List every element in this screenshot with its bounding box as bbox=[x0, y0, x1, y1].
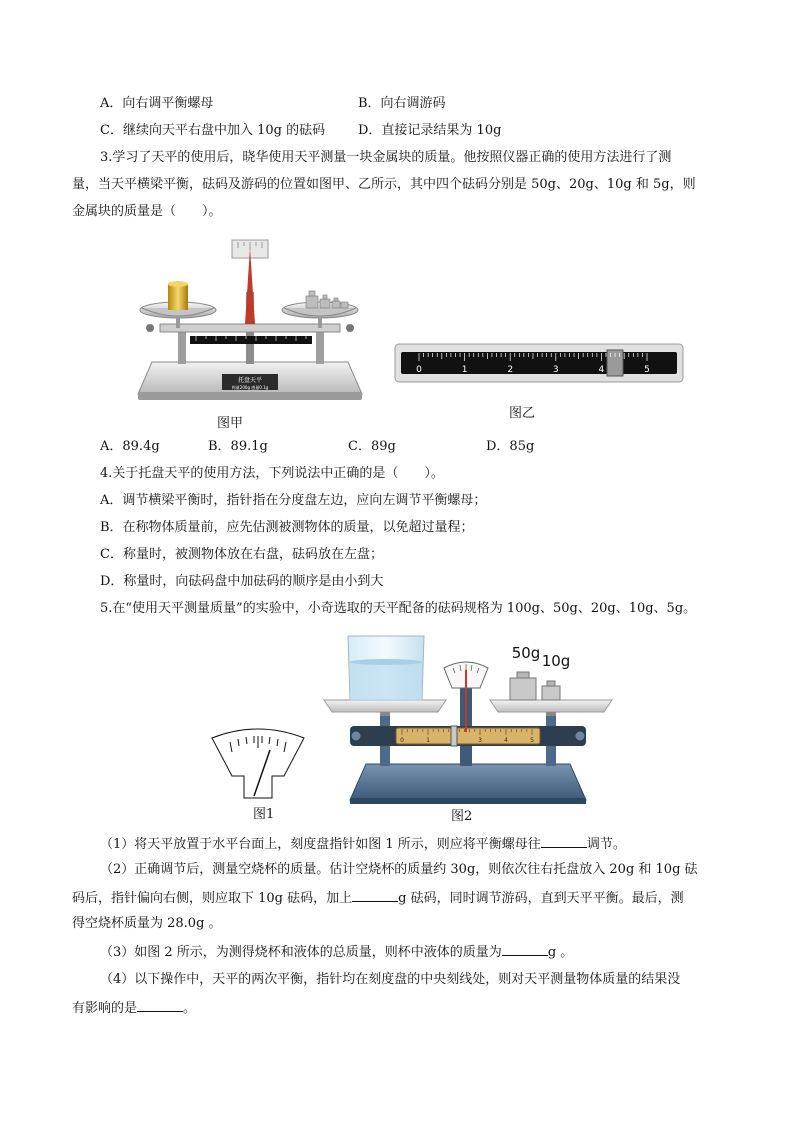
q5-part2-pre: 码后，指针偏向右侧，则应取下 10g 砝码，加上 bbox=[72, 891, 353, 906]
fig-1-caption: 图1 bbox=[253, 807, 275, 822]
q4-option-d: D．称量时，向砝码盘中加砝码的顺序是由小到大 bbox=[100, 574, 384, 589]
answer-blank-1[interactable] bbox=[541, 834, 587, 848]
ruler2-tick-label: 0 bbox=[400, 737, 404, 744]
figure-1-dial bbox=[208, 724, 308, 800]
ruler-tick-label: 4 bbox=[598, 365, 605, 375]
q5-part4-line1: （4）以下操作中，天平的两次平衡，指针均在刻度盘的中央刻线处，则对天平测量物体质量的结果没 bbox=[100, 972, 681, 987]
q2-option-b: B．向右调游码 bbox=[358, 96, 446, 111]
ruler2-tick-label: 5 bbox=[530, 737, 534, 744]
q5-part2-line1: （2）正确调节后，测量空烧杯的质量。估计空烧杯的质量约 30g，则依次往右托盘放入 20g 和 10g 砝 bbox=[100, 862, 698, 877]
fig-jia-caption: 图甲 bbox=[217, 416, 244, 431]
ruler-tick-label: 3 bbox=[552, 365, 559, 375]
q3-option-a: A．89.4g bbox=[100, 439, 160, 454]
ruler2-tick-label: 4 bbox=[504, 737, 508, 744]
ruler-tick-label: 0 bbox=[416, 365, 422, 375]
q2-option-a: A．向右调平衡螺母 bbox=[100, 96, 214, 111]
q4-stem: 4.关于托盘天平的使用方法，下列说法中正确的是（ ）。 bbox=[100, 466, 444, 481]
q3-option-d: D．85g bbox=[486, 439, 535, 454]
ruler2-tick-label: 1 bbox=[426, 737, 430, 744]
q5-part2-post: g 砝码，同时调节游码，直到天平平衡。最后，测 bbox=[398, 891, 684, 906]
fig-2-caption: 图2 bbox=[451, 809, 473, 824]
answer-blank-2[interactable] bbox=[352, 888, 398, 902]
q2-option-c: C．继续向天平右盘中加入 10g 的砝码 bbox=[100, 123, 326, 138]
figure-yi-ruler bbox=[395, 344, 685, 384]
ruler-tick-label: 2 bbox=[507, 365, 514, 375]
q5-part3-pre: （3）如图 2 所示，为测得烧杯和液体的总质量，则杯中液体的质量为 bbox=[100, 945, 502, 960]
q2-option-d: D．直接记录结果为 10g bbox=[358, 123, 502, 138]
answer-blank-4[interactable] bbox=[137, 998, 183, 1012]
ruler-tick-label: 5 bbox=[644, 365, 650, 375]
answer-blank-3[interactable] bbox=[502, 942, 548, 956]
q3-stem-line1: 3.学习了天平的使用后，晓华使用天平测量一块金属块的质量。他按照仪器正确的使用方法进行了测 bbox=[100, 150, 672, 165]
q5-part4-line2 bbox=[72, 998, 196, 1018]
q5-stem: 5.在“使用天平测量质量”的实验中，小奇选取的天平配备的砝码规格为 100g、50g、20g、10g、5g。 bbox=[100, 601, 697, 616]
q5-part1-pre: （1）将天平放置于水平台面上，刻度盘指针如图 1 所示，则应将平衡螺母往 bbox=[100, 837, 541, 852]
balance-pointer bbox=[245, 248, 255, 324]
q5-part2-line3: 得空烧杯质量为 28.0g 。 bbox=[72, 916, 222, 931]
q5-part1 bbox=[100, 834, 626, 854]
q4-option-b: B．在称物体质量前，应先估测被测物体的质量，以免超过量程； bbox=[100, 520, 474, 535]
q5-part1-post: 调节。 bbox=[586, 837, 626, 852]
q5-part4-pre: 有影响的是 bbox=[72, 1001, 138, 1016]
ruler2-tick-label: 3 bbox=[478, 737, 482, 744]
q3-option-b: B．89.1g bbox=[208, 439, 268, 454]
weight-50-label: 50g bbox=[511, 644, 541, 662]
q5-part3 bbox=[100, 942, 573, 962]
q3-stem-line3: 金属块的质量是（ ）。 bbox=[72, 204, 222, 219]
metal-block bbox=[168, 284, 188, 310]
q4-option-a: A．调节横梁平衡时，指针指在分度盘左边，应向左调节平衡螺母； bbox=[100, 493, 487, 508]
fig-yi-caption: 图乙 bbox=[509, 406, 536, 421]
figure-jia-balance bbox=[130, 232, 370, 412]
plate-label-1: 托盘天平 bbox=[237, 377, 263, 384]
plate-label-2: 称量200g 感量0.1g bbox=[231, 385, 269, 390]
rider-2 bbox=[451, 726, 457, 746]
q5-part3-post: g 。 bbox=[547, 945, 574, 960]
q3-stem-line2: 量，当天平横梁平衡，砝码及游码的位置如图甲、乙所示，其中四个砝码分别是 50g、20g、10g 和 5g，则 bbox=[72, 177, 696, 192]
weight-10-label: 10g bbox=[541, 652, 571, 670]
ruler-tick-label: 1 bbox=[461, 365, 468, 375]
q3-option-c: C．89g bbox=[348, 439, 396, 454]
q5-part2-line2 bbox=[72, 888, 684, 908]
q4-option-c: C．称量时，被测物体放在右盘，砝码放在左盘； bbox=[100, 547, 383, 562]
figure-2-balance bbox=[320, 632, 620, 807]
q5-part4-post: 。 bbox=[183, 1001, 197, 1016]
